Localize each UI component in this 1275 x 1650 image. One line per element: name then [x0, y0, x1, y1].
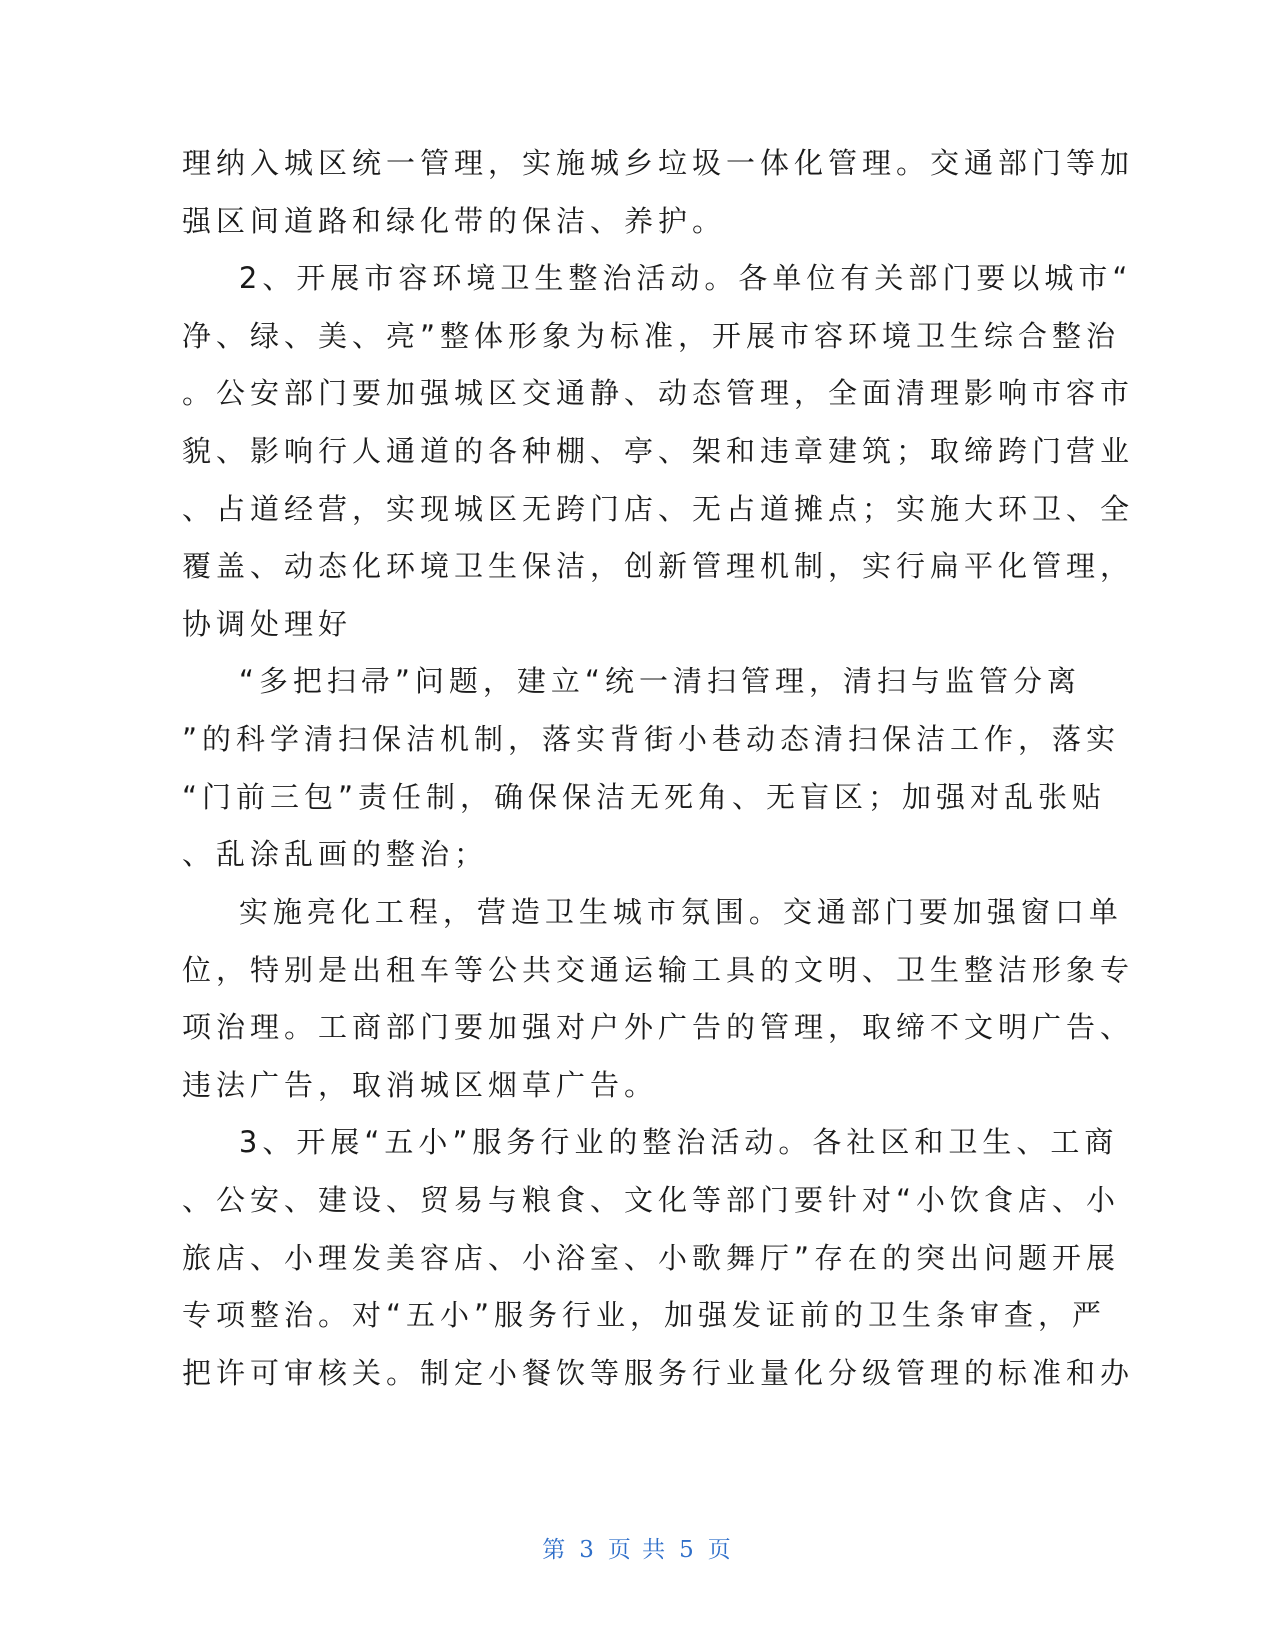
text-line: 把许可审核关。制定小餐饮等服务行业量化分级管理的标准和办 [182, 1356, 1135, 1390]
text-line: 理纳入城区统一管理，实施城乡垃圾一体化管理。交通部门等加 [182, 146, 1135, 180]
text-line: 、公安、建设、贸易与粮食、文化等部门要针对“小饮食店、小 [182, 1183, 1121, 1217]
text-line: 。公安部门要加强城区交通静、动态管理，全面清理影响市容市 [182, 376, 1135, 410]
footer-total-pages: 5 [679, 1537, 696, 1563]
text-line: 专项整治。对“五小”服务行业，加强发证前的卫生条审查，严 [182, 1298, 1107, 1332]
text-line: 协调处理好 [182, 607, 353, 641]
text-line: 净、绿、美、亮”整体形象为标准，开展市容环境卫生综合整治 [182, 319, 1121, 353]
text-line: 貌、影响行人通道的各种棚、亭、架和违章建筑；取缔跨门营业 [182, 434, 1135, 468]
text-line: 3、开展“五小”服务行业的整治活动。各社区和卫生、工商 [182, 1125, 1119, 1159]
page-footer [0, 1535, 1275, 1565]
text-line: “门前三包”责任制，确保保洁无死角、无盲区；加强对乱张贴 [182, 780, 1107, 814]
footer-page-number: 3 [579, 1537, 596, 1563]
text-line: 违法广告，取消城区烟草广告。 [182, 1068, 659, 1102]
footer-prefix: 第 [542, 1537, 568, 1563]
text-line: 2、开展市容环境卫生整治活动。各单位有关部门要以城市“ [182, 261, 1133, 295]
text-line: 、乱涂乱画的整治； [182, 837, 489, 871]
footer-suffix: 页 [707, 1537, 733, 1563]
footer-middle: 页 共 [607, 1537, 668, 1563]
text-line: 位，特别是出租车等公共交通运输工具的文明、卫生整洁形象专 [182, 953, 1135, 987]
text-line: 强区间道路和绿化带的保洁、养护。 [182, 204, 727, 238]
text-line: 实施亮化工程，营造卫生城市氛围。交通部门要加强窗口单 [182, 895, 1123, 929]
text-line: ”的科学清扫保洁机制，落实背街小巷动态清扫保洁工作，落实 [182, 722, 1121, 756]
text-line: 项治理。工商部门要加强对户外广告的管理，取缔不文明广告、 [182, 1010, 1135, 1044]
text-line: 旅店、小理发美容店、小浴室、小歌舞厅”存在的突出问题开展 [182, 1241, 1121, 1275]
text-line: 覆盖、动态化环境卫生保洁，创新管理机制，实行扁平化管理， [182, 549, 1135, 583]
text-line: 、占道经营，实现城区无跨门店、无占道摊点；实施大环卫、全 [182, 492, 1135, 526]
text-line: “多把扫帚”问题，建立“统一清扫管理，清扫与监管分离 [182, 664, 1081, 698]
